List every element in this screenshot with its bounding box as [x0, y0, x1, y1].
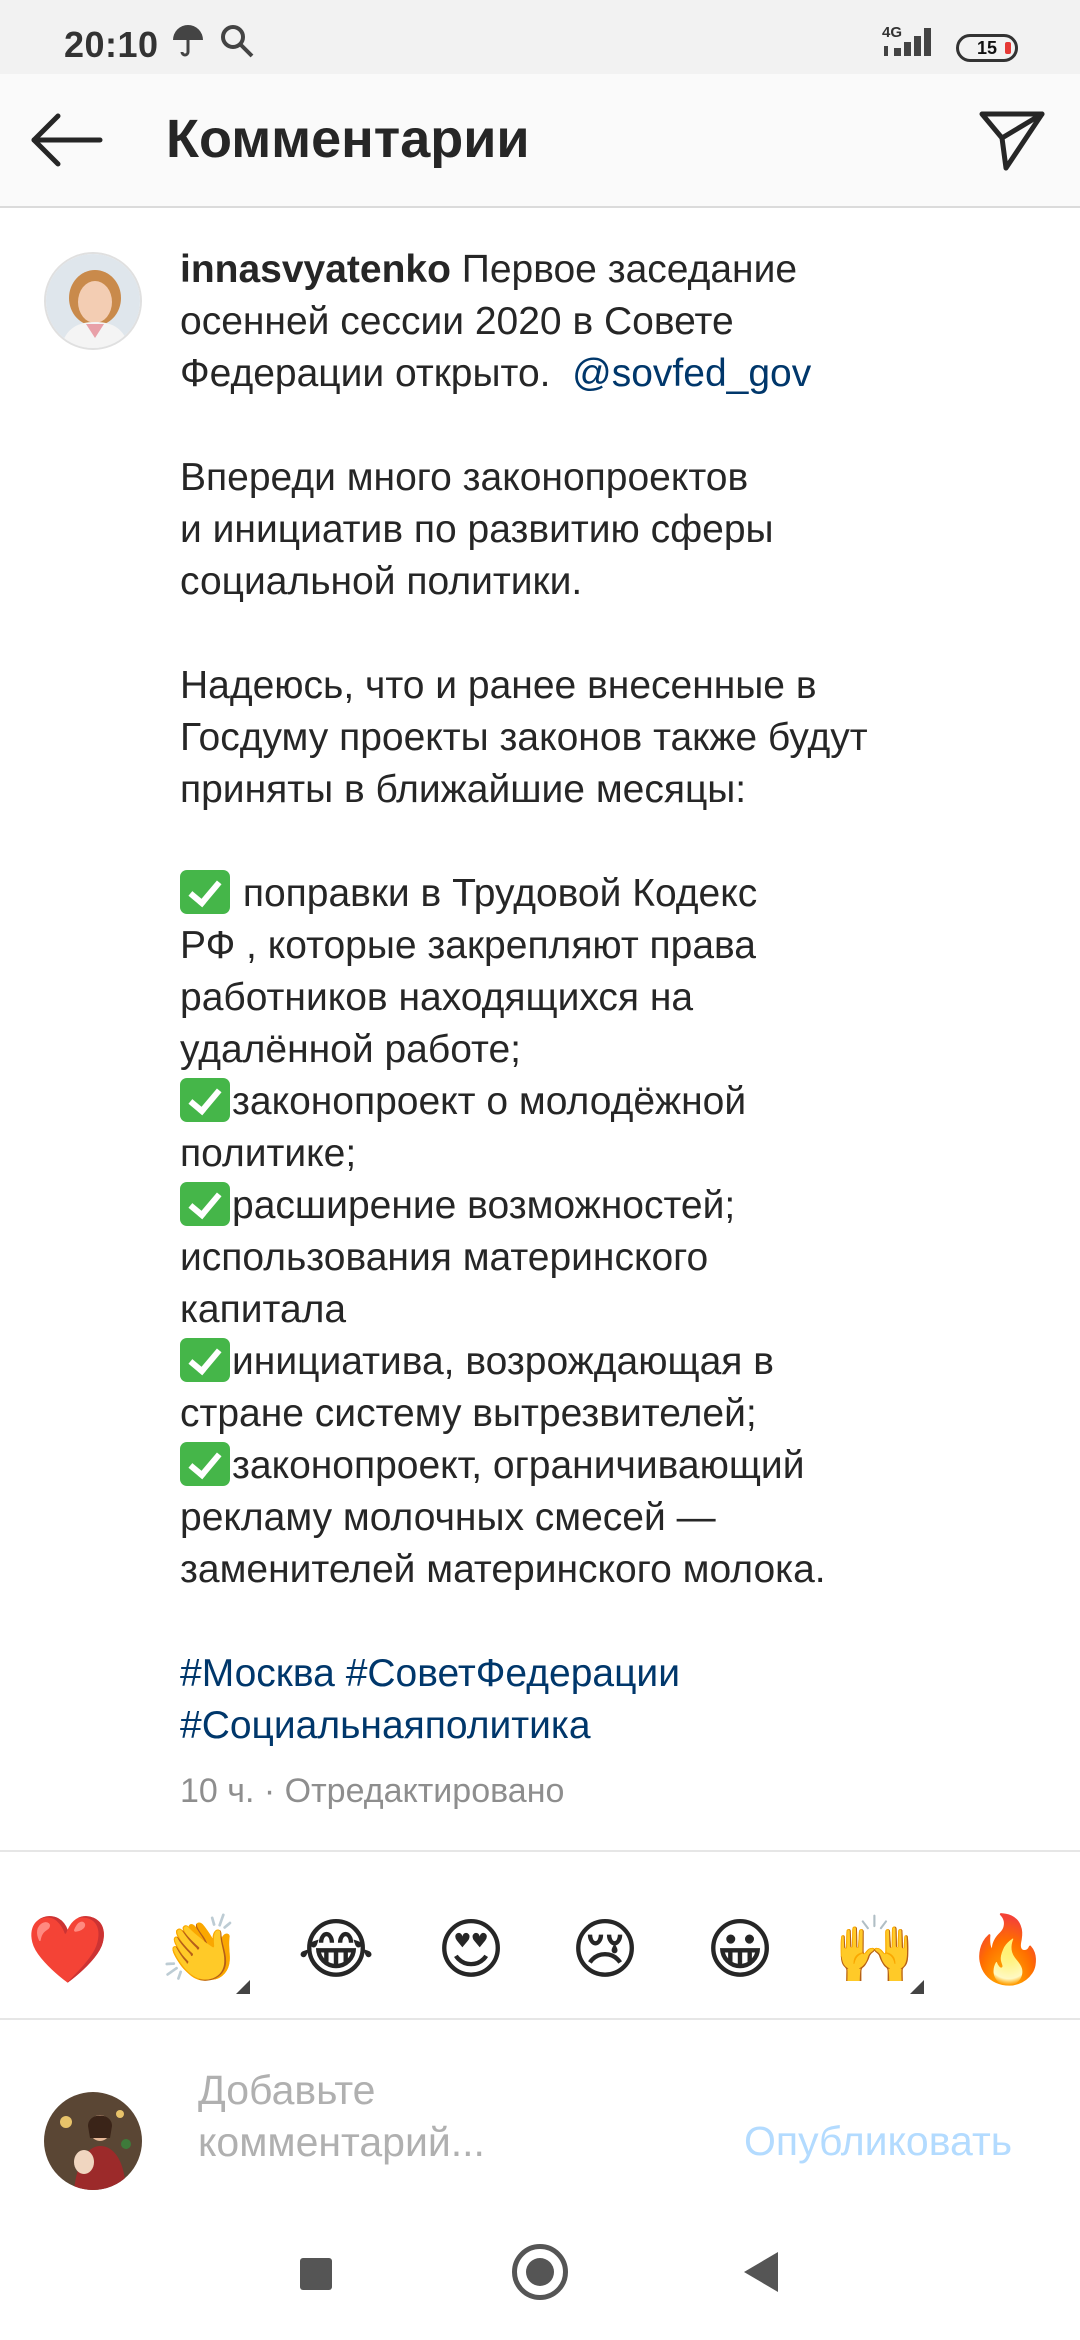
hashtag-link[interactable]: #Социальнаяполитика: [180, 1704, 591, 1747]
heart-emoji-glyph: ❤️: [26, 1912, 110, 1986]
app-header: [0, 74, 1080, 208]
caption-text: политике;: [180, 1132, 357, 1175]
caption-line: [180, 1076, 1020, 1128]
fire-emoji[interactable]: [965, 1906, 1051, 1992]
heart-emoji[interactable]: [25, 1906, 111, 1992]
status-time: 20:10: [64, 24, 159, 65]
caption-line: [180, 972, 1020, 1024]
caption-line: [180, 1024, 1020, 1076]
caption-text: РФ , которые закрепляют права: [180, 924, 756, 967]
caption-line: [180, 244, 1020, 296]
caption-line: [180, 452, 1020, 504]
caption-text: удалённой работе;: [180, 1028, 521, 1071]
emoji-quick-reactions: [0, 1886, 1080, 2016]
back-arrow-icon[interactable]: [28, 108, 106, 172]
caption-text: использования материнского: [180, 1236, 709, 1279]
search-icon: [218, 22, 256, 60]
raising-hands-emoji[interactable]: [832, 1906, 918, 1992]
caption-line: [180, 1492, 1020, 1544]
crying-emoji[interactable]: [562, 1906, 648, 1992]
back-icon[interactable]: [744, 2252, 778, 2292]
author-avatar[interactable]: [44, 252, 142, 350]
divider: [0, 2018, 1080, 2020]
check-mark-icon: [180, 1182, 230, 1226]
caption-text: осенней сессии 2020 в Совете: [180, 300, 734, 343]
caption-line: [180, 556, 1020, 608]
caption-line: [180, 504, 1020, 556]
caption-line: [180, 1232, 1020, 1284]
caption-line: [180, 348, 1020, 400]
grinning-emoji-glyph: 😀: [705, 1912, 775, 1986]
network-type: 4G: [882, 24, 903, 41]
caption-text: рекламу молочных смесей —: [180, 1496, 716, 1539]
check-mark-icon: [180, 870, 230, 914]
caption-text: стране систему вытрезвителей;: [180, 1392, 757, 1435]
caption-line: [180, 1284, 1020, 1336]
post-meta: 10 ч. · Отредактировано: [180, 1772, 565, 1810]
tears-of-joy-emoji-glyph: 😂: [297, 1912, 375, 1986]
publish-button[interactable]: Опубликовать: [744, 2118, 1013, 2164]
caption-line: [180, 868, 1020, 920]
recents-icon[interactable]: [300, 2258, 332, 2290]
caption-line: [180, 1180, 1020, 1232]
page-title: Комментарии: [166, 109, 530, 169]
caption-text: расширение возможностей;: [232, 1184, 736, 1227]
post-username[interactable]: innasvyatenko: [180, 248, 451, 291]
signal-icon: [880, 22, 940, 62]
heart-eyes-emoji[interactable]: [428, 1906, 514, 1992]
caption-text: инициатива, возрождающая в: [232, 1340, 774, 1383]
caption-line: [180, 712, 1020, 764]
tears-of-joy-emoji[interactable]: [293, 1906, 379, 1992]
caption-line: [180, 1648, 1020, 1700]
caption-line: [180, 1544, 1020, 1596]
comment-placeholder-line2: комментарий...: [198, 2119, 485, 2165]
caption-text: Госдуму проекты законов также будут: [180, 716, 868, 759]
crying-emoji-glyph: 😢: [570, 1912, 640, 1986]
comment-input[interactable]: [198, 2064, 718, 2168]
battery-icon: [956, 34, 1018, 62]
caption-text: социальной политики.: [180, 560, 583, 603]
user-avatar: [44, 2092, 142, 2190]
caption-text: работников находящихся на: [180, 976, 694, 1019]
check-mark-icon: [180, 1442, 230, 1486]
caption-line: [180, 1440, 1020, 1492]
variants-indicator-icon: [236, 1980, 250, 1994]
post-caption: [180, 244, 1020, 1752]
caption-text: Надеюсь, что и ранее внесенные в: [180, 664, 817, 707]
caption-text: заменителей материнского молока.: [180, 1548, 826, 1591]
umbrella-icon: [170, 22, 206, 58]
caption-line: [180, 1128, 1020, 1180]
blank-line: [180, 816, 1020, 868]
caption-line: [180, 1336, 1020, 1388]
caption-line: [180, 1388, 1020, 1440]
mention-link[interactable]: @sovfed_gov: [572, 352, 812, 395]
blank-line: [180, 608, 1020, 660]
caption-line: [180, 764, 1020, 816]
check-mark-icon: [180, 1078, 230, 1122]
caption-text: капитала: [180, 1288, 347, 1331]
home-icon[interactable]: [512, 2244, 568, 2300]
caption-line: [180, 1700, 1020, 1752]
caption-text: Федерации открыто.: [180, 352, 573, 395]
caption-text: Первое заседание: [450, 248, 798, 291]
raising-hands-emoji-glyph: 🙌: [833, 1912, 917, 1986]
grinning-emoji[interactable]: [697, 1906, 783, 1992]
hashtag-link[interactable]: #Москва: [180, 1652, 335, 1695]
heart-eyes-emoji-glyph: 😍: [436, 1912, 506, 1986]
caption-line: [180, 296, 1020, 348]
check-mark-icon: [180, 1338, 230, 1382]
caption-line: [180, 660, 1020, 712]
caption-text: приняты в ближайшие месяцы:: [180, 768, 747, 811]
caption-text: поправки в Трудовой Кодекс: [232, 872, 758, 915]
divider: [0, 1850, 1080, 1852]
caption-text: законопроект о молодёжной: [232, 1080, 747, 1123]
caption-text: и инициатив по развитию сферы: [180, 508, 774, 551]
blank-line: [180, 1596, 1020, 1648]
system-nav-bar: [0, 2208, 1080, 2340]
fire-emoji-glyph: 🔥: [966, 1912, 1050, 1986]
caption-text: законопроект, ограничивающий: [232, 1444, 805, 1487]
clap-emoji[interactable]: [158, 1906, 244, 1992]
variants-indicator-icon: [910, 1980, 924, 1994]
blank-line: [180, 400, 1020, 452]
comment-placeholder-line1: Добавьте: [198, 2067, 376, 2113]
clap-emoji-glyph: 👏: [159, 1912, 243, 1986]
status-bar: [0, 0, 1080, 74]
direct-send-icon[interactable]: [976, 104, 1048, 176]
battery-level: 15: [976, 38, 998, 58]
caption-text: Впереди много законопроектов: [180, 456, 749, 499]
caption-line: [180, 920, 1020, 972]
hashtag-link[interactable]: #СоветФедерации: [345, 1652, 680, 1695]
